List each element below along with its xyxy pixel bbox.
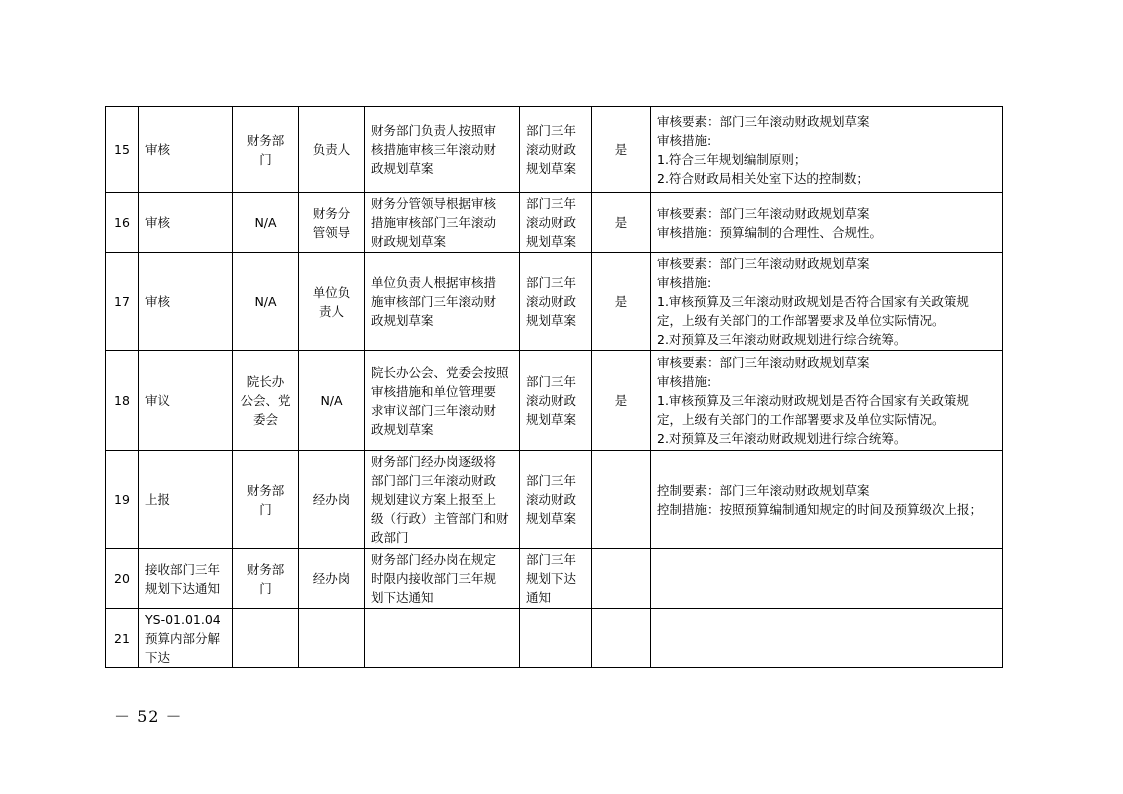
- cell-output: [520, 549, 592, 609]
- cell-role: [299, 193, 365, 253]
- cell-key: [592, 193, 651, 253]
- cell-control-line: 1.符合三年规划编制原则；: [657, 151, 807, 167]
- cell-step-line: 审核: [145, 142, 171, 157]
- cell-output: [520, 351, 592, 451]
- cell-output-line: 部门三年: [526, 374, 577, 389]
- cell-step-line: 下达: [145, 649, 171, 665]
- cell-output-line: 部门三年: [526, 123, 577, 138]
- cell-desc-line: 单位负责人根据审核措: [371, 275, 497, 290]
- process-table: [105, 106, 1003, 668]
- cell-role: [299, 351, 365, 451]
- cell-output-line: 滚动财政: [526, 294, 577, 309]
- cell-dept-line: 门: [259, 580, 272, 596]
- cell-step: [139, 351, 233, 451]
- cell-output-line: 规划草案: [526, 412, 577, 427]
- cell-desc-line: 院长办公会、党委会按照: [371, 364, 509, 380]
- cell-desc: [365, 107, 520, 193]
- cell-no: [106, 351, 139, 451]
- cell-output-line: 部门三年: [526, 473, 577, 488]
- cell-dept-line: 委会: [252, 412, 278, 427]
- cell-desc-line: 财务分管领导根据审核: [371, 196, 497, 211]
- cell-output-line: 部门三年: [526, 275, 577, 290]
- table-row: [106, 193, 1003, 253]
- cell-desc: [365, 253, 520, 351]
- cell-desc-line: 审核措施和单位管理要: [371, 383, 497, 399]
- table-row: [106, 253, 1003, 351]
- cell-control-line: 控制要素：部门三年滚动财政规划草案: [657, 482, 870, 498]
- cell-no-text: 17: [114, 294, 130, 309]
- cell-output: [520, 193, 592, 253]
- cell-output-line: 规划草案: [526, 511, 577, 526]
- cell-control: [651, 107, 1003, 193]
- cell-dept: [233, 351, 299, 451]
- cell-desc-line: 规划建议方案上报至上: [371, 492, 497, 507]
- cell-no: [106, 193, 139, 253]
- cell-control-line: 审核措施:: [657, 132, 712, 148]
- cell-control: [651, 451, 1003, 549]
- cell-no-text: 20: [114, 571, 130, 586]
- cell-output-line: 滚动财政: [526, 142, 577, 157]
- cell-step: [139, 253, 233, 351]
- cell-output-line: 滚动财政: [526, 393, 577, 408]
- cell-control-line: 2.符合财政局相关处室下达的控制数；: [657, 170, 869, 186]
- cell-no: [106, 549, 139, 609]
- cell-dept-line: 财务部: [246, 482, 285, 498]
- cell-control-line: 定，上级有关部门的工作部署要求及单位实际情况。: [657, 313, 945, 328]
- cell-desc: [365, 193, 520, 253]
- cell-desc-line: 财务部门经办岗逐级将: [371, 454, 497, 469]
- cell-control: [651, 193, 1003, 253]
- cell-output-line: 滚动财政: [526, 215, 577, 230]
- cell-key-text: 是: [614, 215, 628, 230]
- cell-output: [520, 451, 592, 549]
- cell-control-line: 2.对预算及三年滚动财政规划进行综合统筹。: [657, 332, 907, 347]
- cell-role-line: 财务分: [312, 205, 351, 221]
- cell-output-line: 规划下达: [526, 571, 577, 586]
- cell-control: [651, 253, 1003, 351]
- cell-output-line: 部门三年: [526, 552, 577, 567]
- cell-dept-line: 门: [259, 151, 272, 167]
- cell-control-line: 控制措施：按照预算编制通知规定的时间及预算级次上报；: [657, 501, 983, 517]
- cell-key: [592, 609, 651, 668]
- cell-desc-line: 财政规划草案: [371, 234, 447, 249]
- table-row: [106, 451, 1003, 549]
- cell-role: [299, 549, 365, 609]
- cell-dept: [233, 107, 299, 193]
- cell-output-line: 规划草案: [526, 234, 577, 249]
- cell-output: [520, 609, 592, 668]
- cell-control-line: 审核要素：部门三年滚动财政规划草案: [657, 256, 870, 271]
- cell-dept-line: N/A: [254, 294, 277, 309]
- cell-desc-line: 时限内接收部门三年规: [371, 571, 497, 586]
- cell-no-text: 18: [114, 393, 130, 408]
- table-row: [106, 351, 1003, 451]
- cell-no: [106, 609, 139, 668]
- cell-key: [592, 107, 651, 193]
- cell-step-line: 审核: [145, 215, 171, 230]
- cell-step-line: 审议: [145, 393, 171, 408]
- cell-dept: [233, 549, 299, 609]
- cell-output: [520, 253, 592, 351]
- cell-output-line: 滚动财政: [526, 492, 577, 507]
- cell-output-line: 规划草案: [526, 313, 577, 328]
- cell-desc-line: 施审核部门三年滚动财: [371, 294, 497, 309]
- cell-dept-line: 财务部: [246, 132, 285, 148]
- cell-step: [139, 451, 233, 549]
- cell-control: [651, 351, 1003, 451]
- page-number: － 52 －: [114, 707, 183, 726]
- cell-step: [139, 609, 233, 668]
- cell-desc-line: 核措施审核三年滚动财: [371, 142, 497, 157]
- cell-desc-line: 政部门: [371, 530, 409, 545]
- cell-control-line: 审核措施：预算编制的合理性、合规性。: [657, 224, 883, 240]
- cell-control-line: 1.审核预算及三年滚动财政规划是否符合国家有关政策规: [657, 294, 969, 309]
- cell-step-line: 接收部门三年: [145, 561, 221, 577]
- cell-dept: [233, 193, 299, 253]
- cell-step: [139, 193, 233, 253]
- cell-step: [139, 107, 233, 193]
- cell-role-line: 责人: [318, 303, 344, 319]
- cell-step-line: 规划下达通知: [145, 580, 221, 596]
- cell-desc-line: 政规划草案: [371, 421, 434, 437]
- table-row: [106, 549, 1003, 609]
- cell-no: [106, 107, 139, 193]
- cell-desc-line: 政规划草案: [371, 313, 434, 328]
- cell-no-text: 19: [114, 492, 130, 507]
- cell-desc-line: 求审议部门三年滚动财: [371, 402, 497, 418]
- cell-role: [299, 609, 365, 668]
- cell-step-line: 上报: [145, 492, 171, 507]
- cell-desc: [365, 351, 520, 451]
- cell-control-line: 审核措施:: [657, 275, 712, 290]
- cell-role-line: 管领导: [312, 224, 351, 240]
- cell-role-line: N/A: [320, 393, 343, 408]
- cell-step: [139, 549, 233, 609]
- cell-step-line: 审核: [145, 294, 171, 309]
- cell-role: [299, 451, 365, 549]
- cell-control-line: 定，上级有关部门的工作部署要求及单位实际情况。: [657, 412, 945, 427]
- cell-output-line: 通知: [526, 590, 552, 605]
- cell-desc-line: 财务部门负责人按照审: [371, 123, 497, 138]
- cell-dept-line: N/A: [254, 215, 277, 230]
- cell-dept: [233, 609, 299, 668]
- cell-control-line: 审核要素：部门三年滚动财政规划草案: [657, 113, 870, 129]
- cell-control: [651, 609, 1003, 668]
- cell-role: [299, 107, 365, 193]
- cell-desc-line: 措施审核部门三年滚动: [371, 215, 497, 230]
- cell-control-line: 审核措施:: [657, 374, 712, 389]
- cell-control-line: 审核要素：部门三年滚动财政规划草案: [657, 355, 870, 370]
- cell-output: [520, 107, 592, 193]
- cell-desc: [365, 549, 520, 609]
- cell-dept-line: 公会、党: [240, 393, 291, 408]
- cell-role: [299, 253, 365, 351]
- cell-role-line: 经办岗: [312, 492, 351, 507]
- cell-desc-line: 划下达通知: [371, 590, 434, 605]
- table-row: [106, 107, 1003, 193]
- cell-role-line: 负责人: [312, 142, 351, 157]
- cell-key: [592, 451, 651, 549]
- cell-dept: [233, 451, 299, 549]
- cell-role-line: 单位负: [312, 284, 351, 300]
- cell-key-text: 是: [614, 294, 628, 309]
- cell-key: [592, 351, 651, 451]
- cell-dept-line: 门: [259, 501, 272, 517]
- cell-desc: [365, 609, 520, 668]
- cell-output-line: 部门三年: [526, 196, 577, 211]
- cell-no-text: 21: [114, 630, 130, 646]
- cell-desc-line: 部门部门三年滚动财政: [371, 473, 497, 488]
- cell-desc: [365, 451, 520, 549]
- cell-control-line: 2.对预算及三年滚动财政规划进行综合统筹。: [657, 431, 907, 446]
- cell-desc-line: 级（行政）主管部门和财: [371, 511, 509, 526]
- cell-step-line: 预算内部分解: [145, 630, 221, 646]
- cell-key: [592, 549, 651, 609]
- cell-dept-line: 财务部: [246, 561, 285, 577]
- cell-output-line: 规划草案: [526, 161, 577, 176]
- cell-no: [106, 253, 139, 351]
- cell-control-line: 1.审核预算及三年滚动财政规划是否符合国家有关政策规: [657, 393, 969, 408]
- cell-step-line: YS-01.01.04: [145, 611, 221, 627]
- cell-desc-line: 财务部门经办岗在规定: [371, 552, 497, 567]
- table-row: [106, 609, 1003, 668]
- cell-no: [106, 451, 139, 549]
- cell-key: [592, 253, 651, 351]
- cell-dept-line: 院长办: [246, 374, 285, 389]
- cell-desc-line: 政规划草案: [371, 161, 434, 176]
- cell-no-text: 16: [114, 215, 130, 230]
- cell-control-line: 审核要素：部门三年滚动财政规划草案: [657, 205, 870, 221]
- cell-control: [651, 549, 1003, 609]
- cell-key-text: 是: [614, 142, 628, 157]
- cell-role-line: 经办岗: [312, 571, 351, 586]
- cell-dept: [233, 253, 299, 351]
- cell-no-text: 15: [114, 142, 130, 157]
- cell-key-text: 是: [614, 393, 628, 408]
- table-body: [106, 107, 1003, 668]
